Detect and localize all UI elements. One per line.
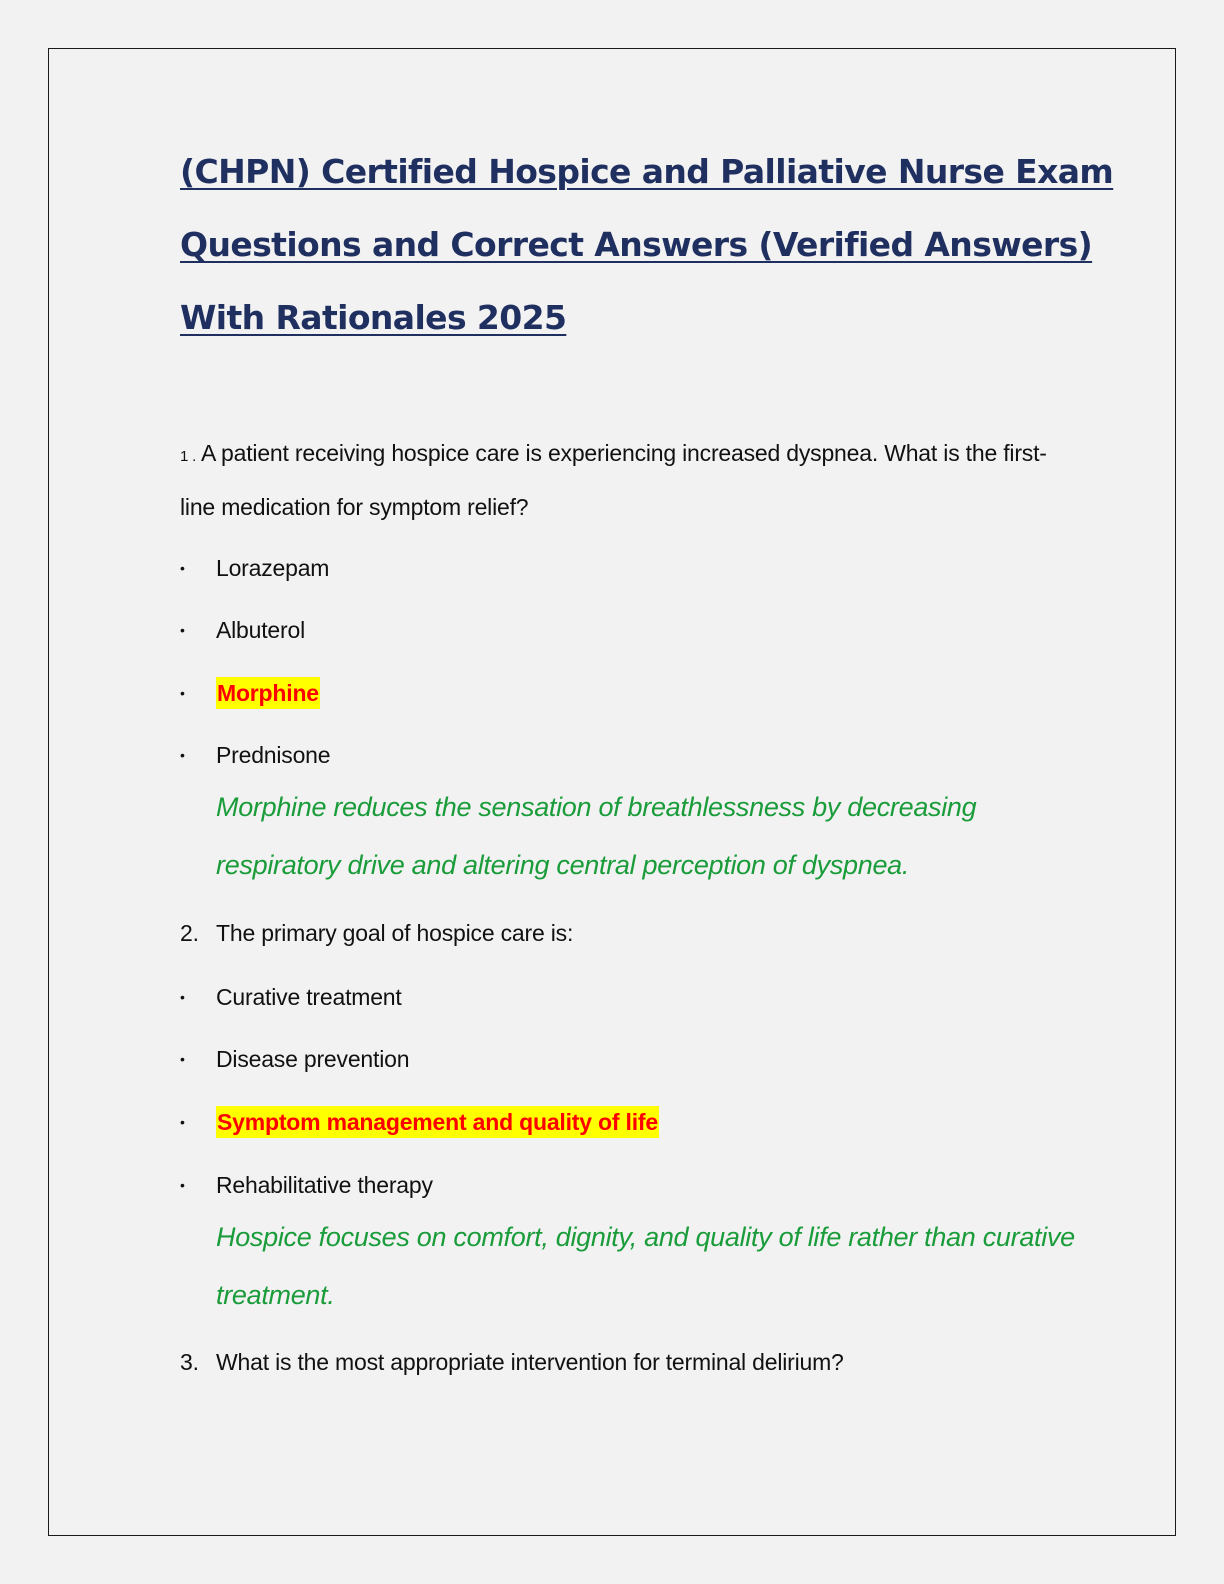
question-number: 1 .	[180, 448, 197, 465]
question-text: What is the most appropriate intervention for terminal delirium?	[216, 1349, 844, 1375]
bullet-icon: •	[180, 559, 185, 576]
option-item	[180, 1041, 409, 1075]
option-label: Disease prevention	[216, 1045, 410, 1072]
bullet-icon: •	[180, 684, 185, 701]
title-line: Questions and Correct Answers (Verified Answers)	[180, 225, 1093, 264]
question-1	[180, 428, 1080, 532]
question-text: The primary goal of hospice care is:	[216, 920, 574, 946]
option-item	[180, 550, 329, 584]
bullet-icon: •	[180, 1050, 185, 1067]
question-3	[180, 1337, 1080, 1387]
title-line: (CHPN) Certified Hospice and Palliative Nurse Exam	[180, 152, 1114, 191]
title-line: With Rationales 2025	[180, 298, 567, 337]
option-item	[180, 737, 330, 771]
option-item-correct	[180, 675, 320, 709]
bullet-icon: •	[180, 746, 185, 763]
bullet-icon: •	[180, 988, 185, 1005]
rationale-text: Hospice focuses on comfort, dignity, and quality of life rather than curative treatment.	[216, 1222, 1075, 1310]
option-label: Lorazepam	[216, 554, 330, 581]
correct-answer-label: Symptom management and quality of life	[216, 1106, 659, 1138]
question-text: A patient receiving hospice care is experiencing increased dyspnea. What is the first-line medication for symptom relief?	[180, 440, 1047, 520]
rationale-text: Morphine reduces the sensation of breathlessness by decreasing respiratory drive and altering central perception of dyspnea.	[216, 792, 977, 880]
bullet-icon: •	[180, 621, 185, 638]
option-label: Rehabilitative therapy	[216, 1171, 433, 1198]
bullet-icon: •	[180, 1113, 185, 1130]
bullet-icon: •	[180, 1176, 185, 1193]
question-2	[180, 908, 1080, 958]
option-item	[180, 979, 402, 1013]
question-number: 3.	[180, 1349, 199, 1375]
correct-answer-label: Morphine	[216, 677, 320, 709]
option-item-correct	[180, 1104, 659, 1138]
option-item	[180, 1167, 433, 1201]
option-item	[180, 612, 305, 646]
option-label: Curative treatment	[216, 983, 402, 1010]
option-label: Prednisone	[216, 741, 331, 768]
option-label: Albuterol	[216, 616, 305, 643]
question-number: 2.	[180, 920, 199, 946]
